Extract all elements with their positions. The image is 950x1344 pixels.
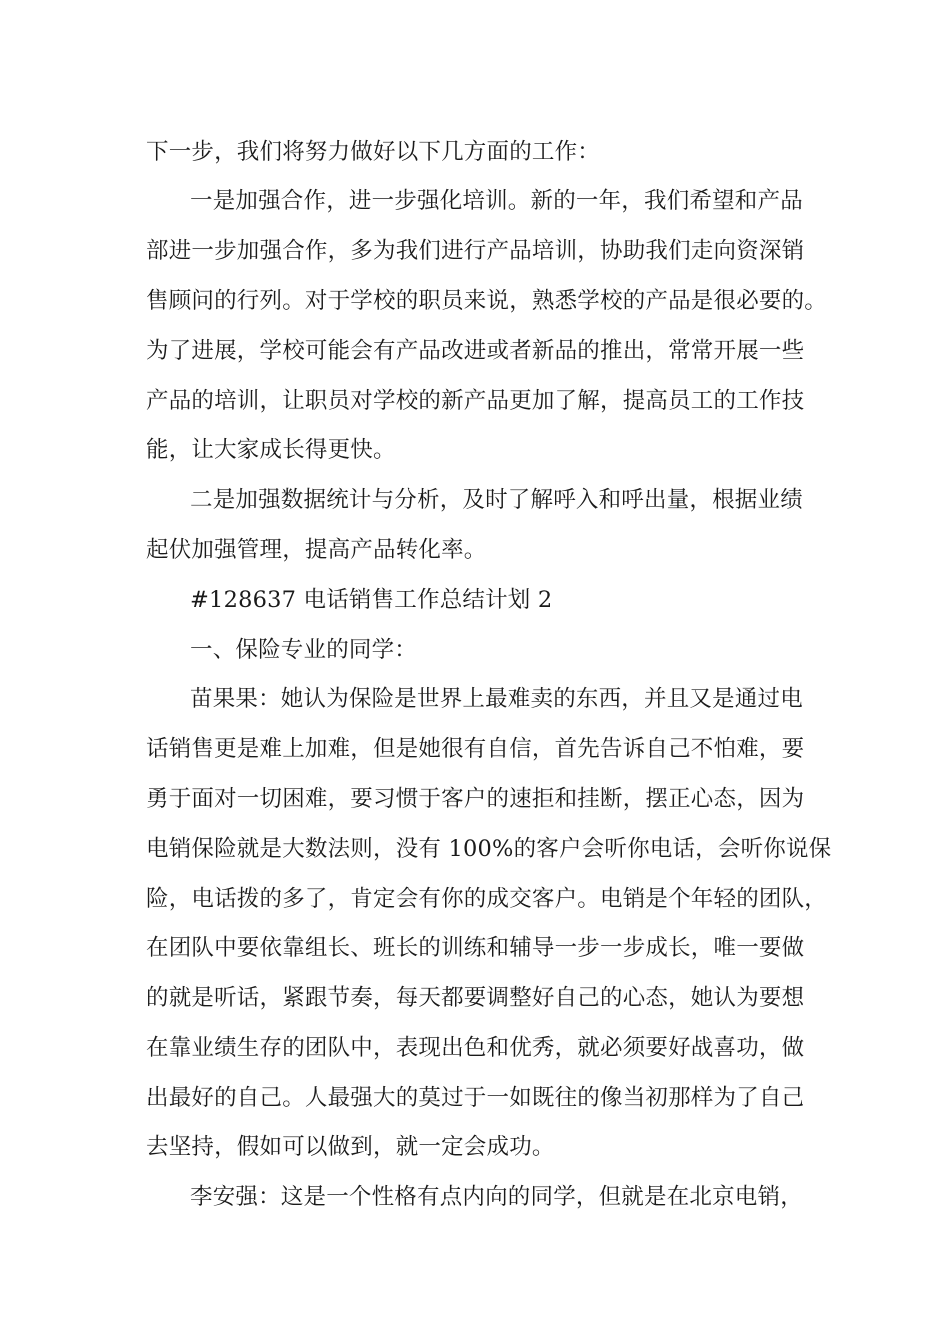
text-line: 电销保险就是大数法则，没有 100%的客户会听你电话，会听你说保 <box>146 836 832 862</box>
text-line: 部进一步加强合作，多为我们进行产品培训，协助我们走向资深销 <box>146 238 805 264</box>
text-line: 起伏加强管理，提高产品转化率。 <box>146 537 487 563</box>
text-line: 一是加强合作，进一步强化培训。新的一年，我们希望和产品 <box>190 188 803 214</box>
text-line: 出最好的自己。人最强大的莫过于一如既往的像当初那样为了自己 <box>146 1085 805 1111</box>
section-heading: #128637 电话销售工作总结计划 2 <box>190 587 553 613</box>
subsection-heading: 一、保险专业的同学： <box>190 637 418 663</box>
text-line: 为了进展，学校可能会有产品改进或者新品的推出，常常开展一些 <box>146 338 805 364</box>
text-line: 的就是听话，紧跟节奏，每天都要调整好自己的心态，她认为要想 <box>146 985 805 1011</box>
text-line: 苗果果：她认为保险是世界上最难卖的东西，并且又是通过电 <box>190 686 803 712</box>
text-line: 话销售更是难上加难，但是她很有自信，首先告诉自己不怕难，要 <box>146 736 805 762</box>
text-line: 李安强：这是一个性格有点内向的同学，但就是在北京电销， <box>190 1184 803 1210</box>
text-line: 在靠业绩生存的团队中，表现出色和优秀，就必须要好战喜功，做 <box>146 1035 805 1061</box>
text-line: 下一步，我们将努力做好以下几方面的工作： <box>146 139 601 165</box>
text-line: 去坚持，假如可以做到，就一定会成功。 <box>146 1134 555 1160</box>
text-line: 勇于面对一切困难，要习惯于客户的速拒和挂断，摆正心态，因为 <box>146 786 805 812</box>
text-line: 产品的培训，让职员对学校的新产品更加了解，提高员工的工作技 <box>146 388 805 414</box>
text-line: 售顾问的行列。对于学校的职员来说，熟悉学校的产品是很必要的。 <box>146 288 828 314</box>
text-line: 能，让大家成长得更快。 <box>146 437 396 463</box>
text-line: 在团队中要依靠组长、班长的训练和辅导一步一步成长，唯一要做 <box>146 935 805 961</box>
text-line: 险，电话拨的多了，肯定会有你的成交客户。电销是个年轻的团队， <box>146 886 828 912</box>
text-line: 二是加强数据统计与分析，及时了解呼入和呼出量，根据业绩 <box>190 487 803 513</box>
